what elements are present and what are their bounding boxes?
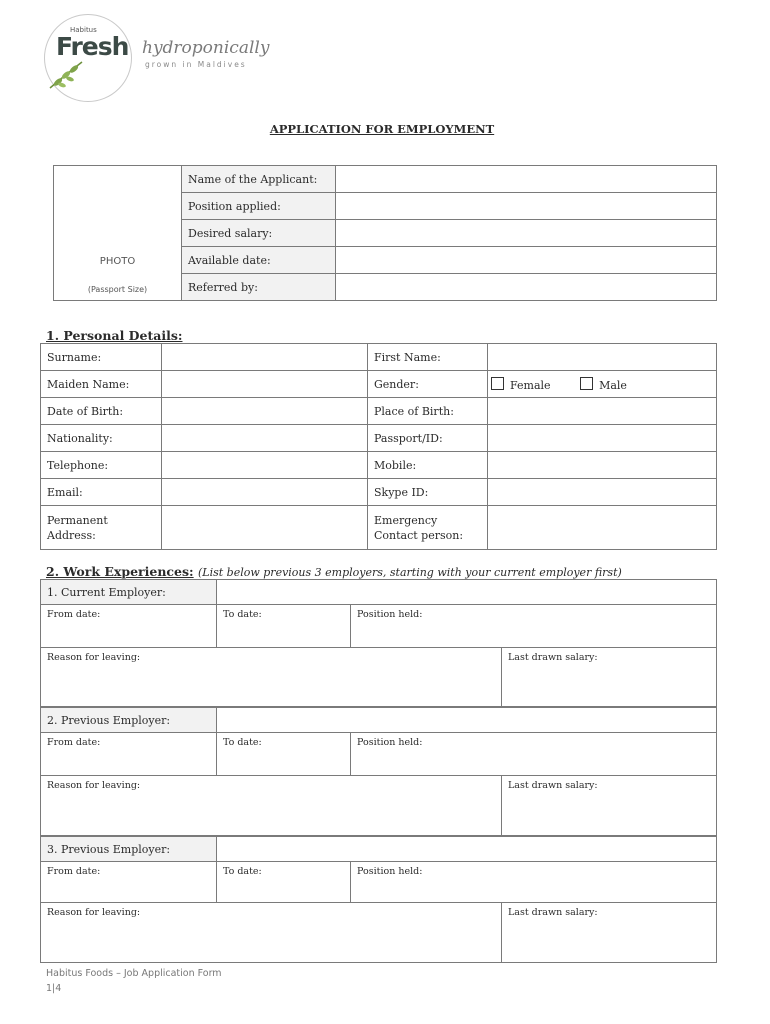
employer-2-title: 2. Previous Employer: [41, 708, 217, 733]
footer-text: Habitus Foods – Job Application Form [46, 968, 222, 979]
employer-1-from-date[interactable]: From date: [41, 605, 217, 648]
employer-2-table [40, 707, 717, 836]
photo-box[interactable] [54, 166, 182, 301]
male-checkbox[interactable] [580, 377, 593, 390]
telephone-label: Telephone: [41, 452, 162, 479]
nationality-field[interactable] [162, 425, 368, 452]
female-checkbox[interactable] [491, 377, 504, 390]
position-applied-field[interactable] [336, 193, 717, 220]
referred-by-label: Referred by: [182, 274, 336, 301]
maiden-name-label: Maiden Name: [41, 371, 162, 398]
page-title: APPLICATION FOR EMPLOYMENT [269, 122, 495, 136]
male-label: Male [599, 378, 627, 392]
employer-2-last-salary[interactable]: Last drawn salary: [502, 776, 717, 836]
referred-by-field[interactable] [336, 274, 717, 301]
logo-habitus: Habitus [70, 26, 97, 34]
surname-label: Surname: [41, 344, 162, 371]
employer-1-title: 1. Current Employer: [41, 580, 217, 605]
pob-field[interactable] [488, 398, 717, 425]
photo-size-label: (Passport Size) [87, 285, 148, 294]
employer-3-title: 3. Previous Employer: [41, 837, 217, 862]
first-name-field[interactable] [488, 344, 717, 371]
work-experiences-note: (List below previous 3 employers, starting with your current employer first) [197, 566, 622, 579]
skype-field[interactable] [488, 479, 717, 506]
mobile-field[interactable] [488, 452, 717, 479]
female-label: Female [510, 378, 551, 392]
employer-2-name-field[interactable] [217, 708, 717, 733]
desired-salary-label: Desired salary: [182, 220, 336, 247]
employer-3-last-salary[interactable]: Last drawn salary: [502, 903, 717, 963]
available-date-label: Available date: [182, 247, 336, 274]
available-date-field[interactable] [336, 247, 717, 274]
employer-1-reason[interactable]: Reason for leaving: [41, 648, 502, 707]
surname-field[interactable] [162, 344, 368, 371]
dob-label: Date of Birth: [41, 398, 162, 425]
employer-3-position-held[interactable]: Position held: [351, 862, 717, 903]
first-name-label: First Name: [368, 344, 488, 371]
emergency-contact-field[interactable] [488, 506, 717, 550]
passport-field[interactable] [488, 425, 717, 452]
permanent-address-field[interactable] [162, 506, 368, 550]
permanent-address-label: Permanent Address: [41, 506, 162, 550]
applicant-name-label: Name of the Applicant: [182, 166, 336, 193]
employer-2-to-date[interactable]: To date: [217, 733, 351, 776]
skype-label: Skype ID: [368, 479, 488, 506]
nationality-label: Nationality: [41, 425, 162, 452]
dob-field[interactable] [162, 398, 368, 425]
page-number: 1|4 [46, 983, 62, 994]
logo-fresh: Fresh [56, 32, 129, 61]
desired-salary-field[interactable] [336, 220, 717, 247]
gender-options [488, 371, 717, 398]
employer-3-from-date[interactable]: From date: [41, 862, 217, 903]
email-field[interactable] [162, 479, 368, 506]
photo-label: PHOTO [99, 256, 136, 267]
employer-3-to-date[interactable]: To date: [217, 862, 351, 903]
employer-2-from-date[interactable]: From date: [41, 733, 217, 776]
mobile-label: Mobile: [368, 452, 488, 479]
pob-label: Place of Birth: [368, 398, 488, 425]
employer-1-to-date[interactable]: To date: [217, 605, 351, 648]
employer-1-name-field[interactable] [217, 580, 717, 605]
employer-1-last-salary[interactable]: Last drawn salary: [502, 648, 717, 707]
applicant-header-table [53, 165, 717, 301]
employer-2-reason[interactable]: Reason for leaving: [41, 776, 502, 836]
employer-2-position-held[interactable]: Position held: [351, 733, 717, 776]
passport-label: Passport/ID: [368, 425, 488, 452]
logo-subtagline: grown in Maldives [145, 60, 247, 69]
maiden-name-field[interactable] [162, 371, 368, 398]
emergency-contact-label: Emergency Contact person: [368, 506, 488, 550]
employer-3-table [40, 836, 717, 963]
email-label: Email: [41, 479, 162, 506]
applicant-name-field[interactable] [336, 166, 717, 193]
employer-3-name-field[interactable] [217, 837, 717, 862]
work-experiences-heading: 2. Work Experiences: (List below previous 3 employers, starting with your current employer first) [46, 564, 622, 579]
personal-details-heading: 1. Personal Details: [46, 328, 183, 343]
employer-3-reason[interactable]: Reason for leaving: [41, 903, 502, 963]
employer-1-position-held[interactable]: Position held: [351, 605, 717, 648]
gender-label: Gender: [368, 371, 488, 398]
personal-details-table [40, 343, 717, 550]
leaf-icon [46, 58, 86, 92]
logo-tagline: hydroponically [142, 38, 270, 58]
employer-1-table [40, 579, 717, 707]
position-applied-label: Position applied: [182, 193, 336, 220]
telephone-field[interactable] [162, 452, 368, 479]
